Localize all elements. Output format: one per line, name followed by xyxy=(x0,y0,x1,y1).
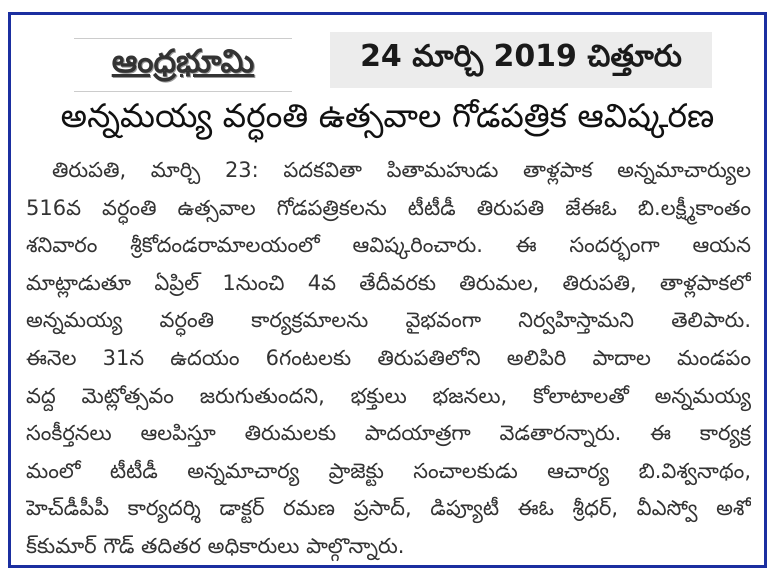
article-line: క్‌కుమార్ గౌడ్ తదితర అధికారులు పాల్గొన్నారు. xyxy=(26,533,405,558)
article-line: హెచ్‌డీపీపీ కార్యదర్శి డాక్టర్ రమణ ప్రసాద్, డిప్యూటీ ఈఓ శ్రీధర్, వీఎస్వో అశో xyxy=(26,496,751,521)
article-line: సంకీర్తనలు ఆలపిస్తూ తిరుమలకు పాదయాత్రగా వెడతారన్నారు. ఈ కార్యక్ర xyxy=(26,421,751,446)
article-line: మాట్లాడుతూ ఏప్రిల్ 1నుంచి 4వ తేదీవరకు తిరుమల, తిరుపతి, తాళ్లపాకలో xyxy=(26,270,751,295)
article-line: అన్నమయ్య వర్ధంతి కార్యక్రమాలను వైభవంగా నిర్వహిస్తామని తెలిపారు. xyxy=(26,308,751,333)
article-line: ఈనెల 31న ఉదయం 6గంటలకు తిరుపతిలోని అలిపిరి పాదాల మండపం xyxy=(26,345,751,370)
date-place-box: 24 మార్చి 2019 చిత్తూరు xyxy=(330,32,712,88)
headline: అన్నమయ్య వర్ధంతి ఉత్సవాల గోడపత్రిక ఆవిష్కరణ xyxy=(60,96,715,135)
article-line: శనివారం శ్రీకోదండరామాలయంలో ఆవిష్కరించారు. ఈ సందర్భంగా ఆయన xyxy=(26,233,751,258)
article-line: వద్ద మెట్లోత్సవం జరుగుతుందని, భక్తులు భజనలు, కోలాటాలతో అన్నమయ్య xyxy=(26,383,751,408)
article-line: తిరుపతి, మార్చి 23: పదకవితా పితామహుడు తాళ్లపాక అన్నమాచార్యుల xyxy=(52,158,751,182)
article-body xyxy=(26,152,751,566)
article-line: 516వ వర్ధంతి ఉత్సవాల గోడపత్రికలను టీటీడీ తిరుపతి జేఈఓ బి.లక్ష్మీకాంతం xyxy=(26,195,751,220)
newspaper-logo: ఆంధ్రభూమి xyxy=(74,38,292,92)
article-line: మంలో టీటీడీ అన్నమాచార్య ప్రాజెక్టు సంచాలకుడు ఆచార్య బి.విశ్వనాథం, xyxy=(26,458,751,483)
